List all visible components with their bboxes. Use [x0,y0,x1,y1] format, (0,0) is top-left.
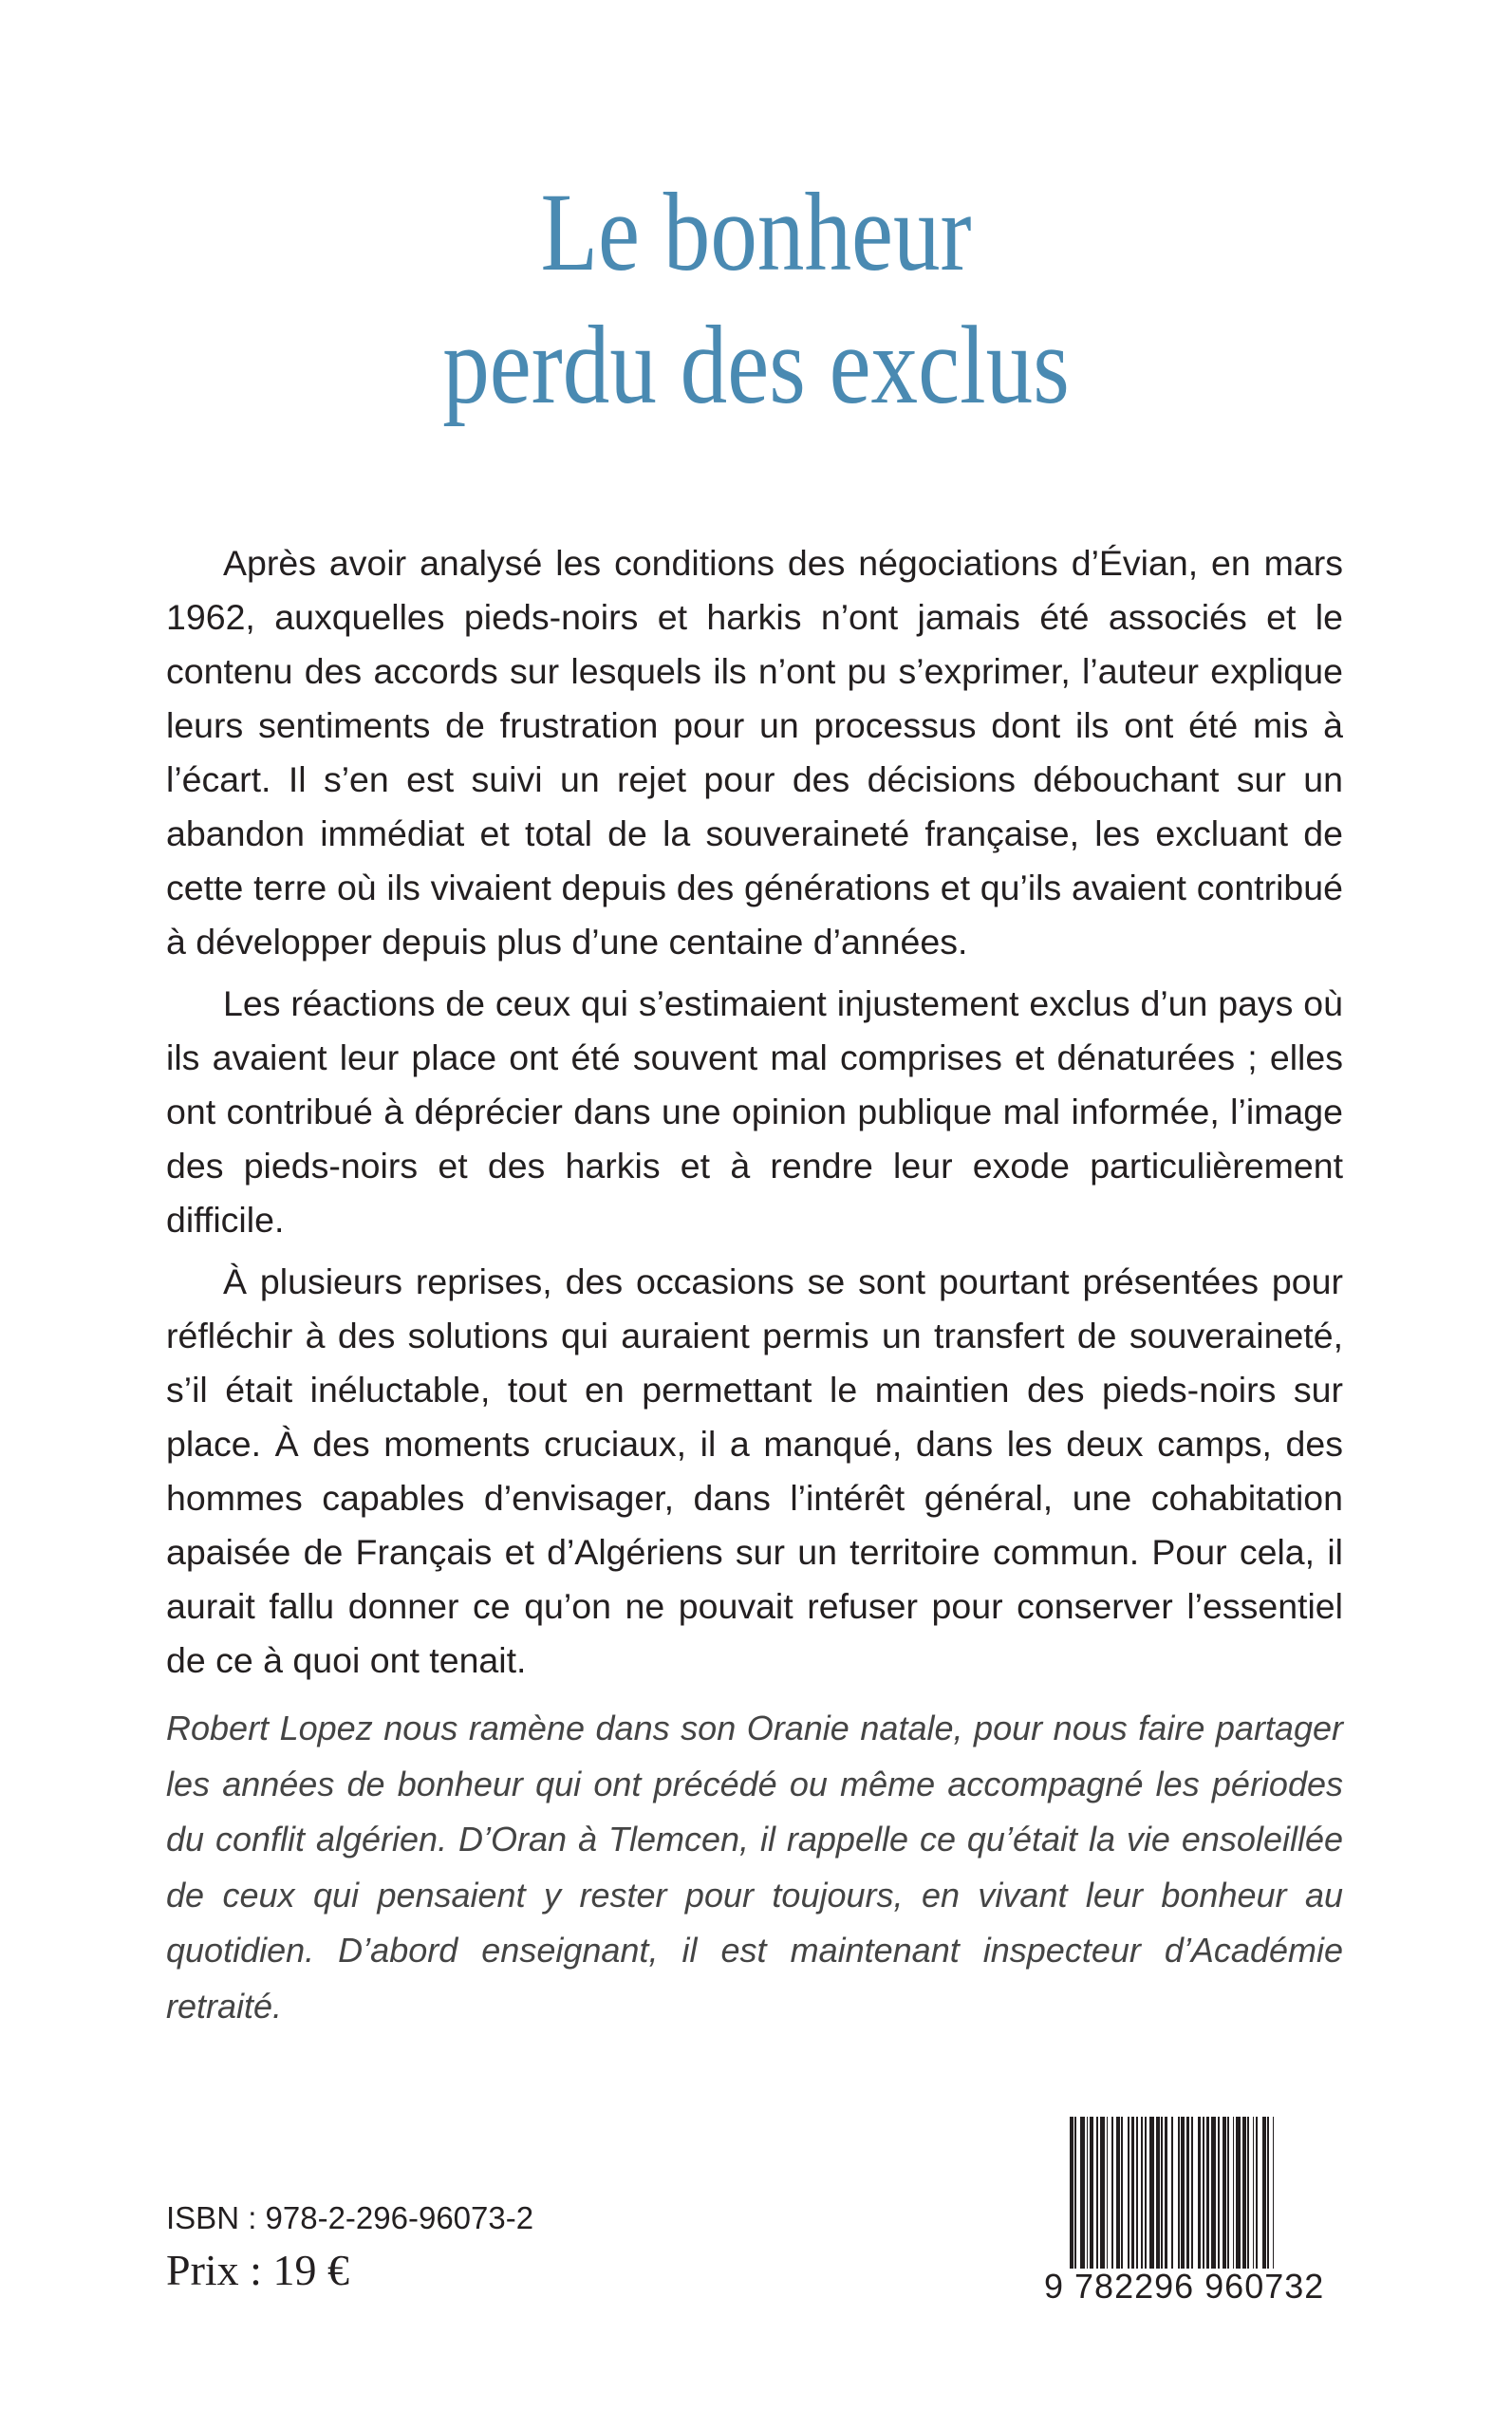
barcode-bars [1070,2117,1345,2269]
summary-paragraph: Les réactions de ceux qui s’estimaient injustement exclus d’un pays où ils avaient leur place ont été souvent mal comprises et dénaturées ; elles ont contribué à déprécier dans une opinion publique mal informée, l’image des pieds-noirs et des harkis et à rendre leur exode particulièrement difficile. [166,983,1343,1240]
barcode-bar [1274,2117,1278,2269]
summary-text [166,536,1343,1695]
author-bio: Robert Lopez nous ramène dans son Oranie natale, pour nous faire partager les années de bonheur qui ont précédé ou même accompagné les périodes du conflit algérien. D’Oran à Tlemcen, il rappelle ce qu’était la vie ensoleillée de ceux qui pensaient y rester pour toujours, en vivant leur bonheur au quotidien. D’abord enseignant, il est maintenant inspecteur d’Académie retraité. [166,1709,1343,2026]
book-title-line-2: perdu des exclus [442,303,1070,427]
book-title-line-1: Le bonheur [540,170,972,294]
summary-paragraph: À plusieurs reprises, des occasions se sont pourtant présentées pour réfléchir à des solutions qui auraient permis un transfert de souveraineté, s’il était inéluctable, tout en permettant le maintien des pieds-noirs sur place. À des moments cruciaux, il a manqué, dans les deux camps, des hommes capables d’envisager, dans l’intérêt général, une cohabitation apaisée de Français et d’Algériens sur un territoire commun. Pour cela, il aurait fallu donner ce qu’on ne pouvait refuser pour conserver l’essentiel de ce à quoi ont tenait. [166,1261,1343,1680]
summary-paragraph: Après avoir analysé les conditions des négociations d’Évian, en mars 1962, auxquelles pieds-noirs et harkis n’ont jamais été associés et le contenu des accords sur lesquels ils n’ont pu s’exprimer, l’auteur explique leurs sentiments de frustration pour un processus dont ils ont été mis à l’écart. Il s’en est suivi un rejet pour des décisions débouchant sur un abandon immédiat et total de la souveraineté française, les excluant de cette terre où ils vivaient depuis des générations et qu’ils avaient contribué à développer depuis plus d’une centaine d’années. [166,543,1343,962]
barcode [1044,2117,1348,2307]
price-text: Prix : 19 € [166,2246,349,2294]
barcode-number: 9 782296 960732 [1044,2267,1325,2306]
book-title [121,166,1391,432]
isbn-text: ISBN : 978-2-296-96073-2 [166,2200,534,2235]
